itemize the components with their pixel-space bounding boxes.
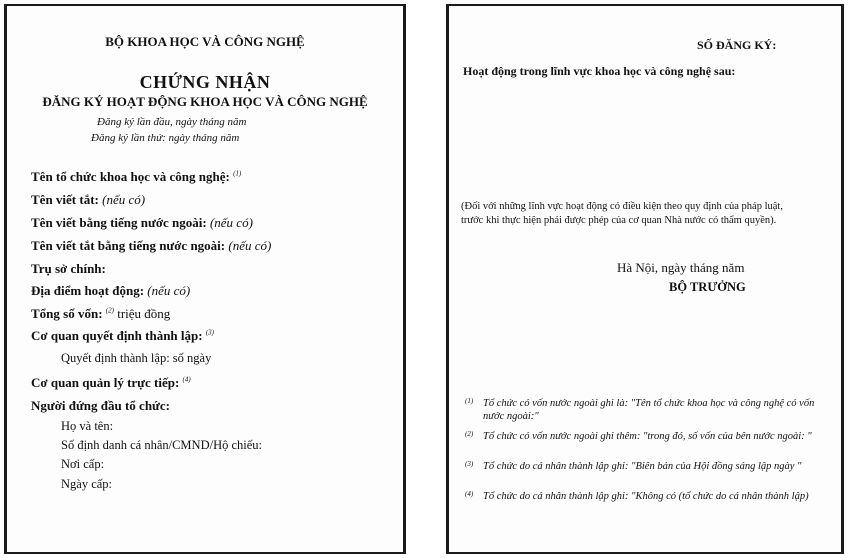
footnote-2 xyxy=(465,430,823,443)
abbr-label: Tên viết tắt: xyxy=(31,192,99,207)
decision-number-line: Quyết định thành lập: số ngày xyxy=(61,351,212,365)
foreign-name-label: Tên viết bằng tiếng nước ngoài: xyxy=(31,215,207,230)
decision-agency-field xyxy=(31,328,214,344)
decision-agency-footnote-ref: (3) xyxy=(205,328,214,337)
capital-field xyxy=(31,306,170,322)
issued-by-label: Nơi cấp: xyxy=(61,457,105,471)
footnote-3-number: (3) xyxy=(465,460,474,468)
first-registration-line: Đăng ký lần đầu, ngày tháng năm xyxy=(97,116,247,128)
minister-title: BỘ TRƯỞNG xyxy=(669,280,746,294)
foreign-abbr-label: Tên viết tắt bằng tiếng nước ngoài: xyxy=(31,238,226,253)
org-name-field xyxy=(31,169,241,185)
footnote-4-text: Tổ chức do cá nhân thành lập ghi: "Không có (tổ chức do cá nhân thành lập) xyxy=(483,491,809,502)
conditional-note-line-2: trước khi thực hiện phải được phép của cơ quan Nhà nước có thẩm quyền). xyxy=(461,215,777,226)
certificate-title: CHỨNG NHẬN xyxy=(139,72,271,92)
ministry-heading: BỘ KHOA HỌC VÀ CÔNG NGHỆ xyxy=(105,34,305,49)
foreign-abbr-field xyxy=(31,238,271,254)
footnote-2-text: Tổ chức có vốn nước ngoài ghi thêm: "trong đó, số vốn của bên nước ngoài: " xyxy=(483,431,812,442)
footnote-4 xyxy=(465,490,823,503)
decision-agency-label: Cơ quan quyết định thành lập: xyxy=(31,328,203,343)
activities-heading: Hoạt động trong lĩnh vực khoa học và công nghệ sau: xyxy=(463,64,736,78)
foreign-abbr-note: (nếu có) xyxy=(228,238,272,253)
org-name-footnote-ref: (1) xyxy=(233,169,242,178)
certificate-front-page xyxy=(4,4,406,554)
head-office-label: Trụ sở chính: xyxy=(31,261,106,276)
footnote-2-number: (2) xyxy=(465,430,474,438)
issued-date-label: Ngày cấp: xyxy=(61,477,113,491)
footnote-3 xyxy=(465,460,823,473)
nth-registration-line: Đăng ký lần thứ: ngày tháng năm xyxy=(91,132,240,144)
conditional-note-line-1: (Đối với những lĩnh vực hoạt động có điều kiện theo quy định của pháp luật, xyxy=(461,201,783,212)
manager-field xyxy=(31,375,191,391)
org-name-label: Tên tổ chức khoa học và công nghệ: xyxy=(31,169,230,184)
footnote-3-text: Tổ chức do cá nhân thành lập ghi: "Biên bản của Hội đồng sáng lập ngày " xyxy=(483,461,802,472)
id-number-label: Số định danh cá nhân/CMND/Hộ chiếu: xyxy=(61,438,263,452)
capital-label: Tổng số vốn: xyxy=(31,306,103,321)
footnote-4-number: (4) xyxy=(465,490,474,498)
foreign-name-note: (nếu có) xyxy=(209,215,253,230)
capital-unit: triệu đồng xyxy=(117,306,171,321)
abbr-note: (nếu có) xyxy=(102,192,146,207)
footnote-1 xyxy=(465,397,823,423)
location-note: (nếu có) xyxy=(147,283,191,298)
certificate-back-page xyxy=(446,4,844,554)
footnote-1-number: (1) xyxy=(465,397,474,405)
fullname-label: Họ và tên: xyxy=(61,419,114,433)
head-of-org-label: Người đứng đầu tổ chức: xyxy=(31,398,170,413)
place-date-line: Hà Nội, ngày tháng năm xyxy=(617,260,745,275)
manager-label: Cơ quan quản lý trực tiếp: xyxy=(31,375,180,390)
abbr-field xyxy=(31,192,145,208)
registration-number-label: SỐ ĐĂNG KÝ: xyxy=(697,38,777,52)
footnote-1-text: Tổ chức có vốn nước ngoài ghi là: "Tên tổ chức khoa học và công nghệ có vốn nước ngoài:" xyxy=(483,398,815,422)
certificate-subtitle: ĐĂNG KÝ HOẠT ĐỘNG KHOA HỌC VÀ CÔNG NGHỆ xyxy=(42,94,368,109)
foreign-name-field xyxy=(31,215,253,231)
capital-footnote-ref: (2) xyxy=(105,306,114,315)
location-label: Địa điểm hoạt động: xyxy=(31,283,145,298)
location-field xyxy=(31,283,190,299)
manager-footnote-ref: (4) xyxy=(182,375,191,384)
